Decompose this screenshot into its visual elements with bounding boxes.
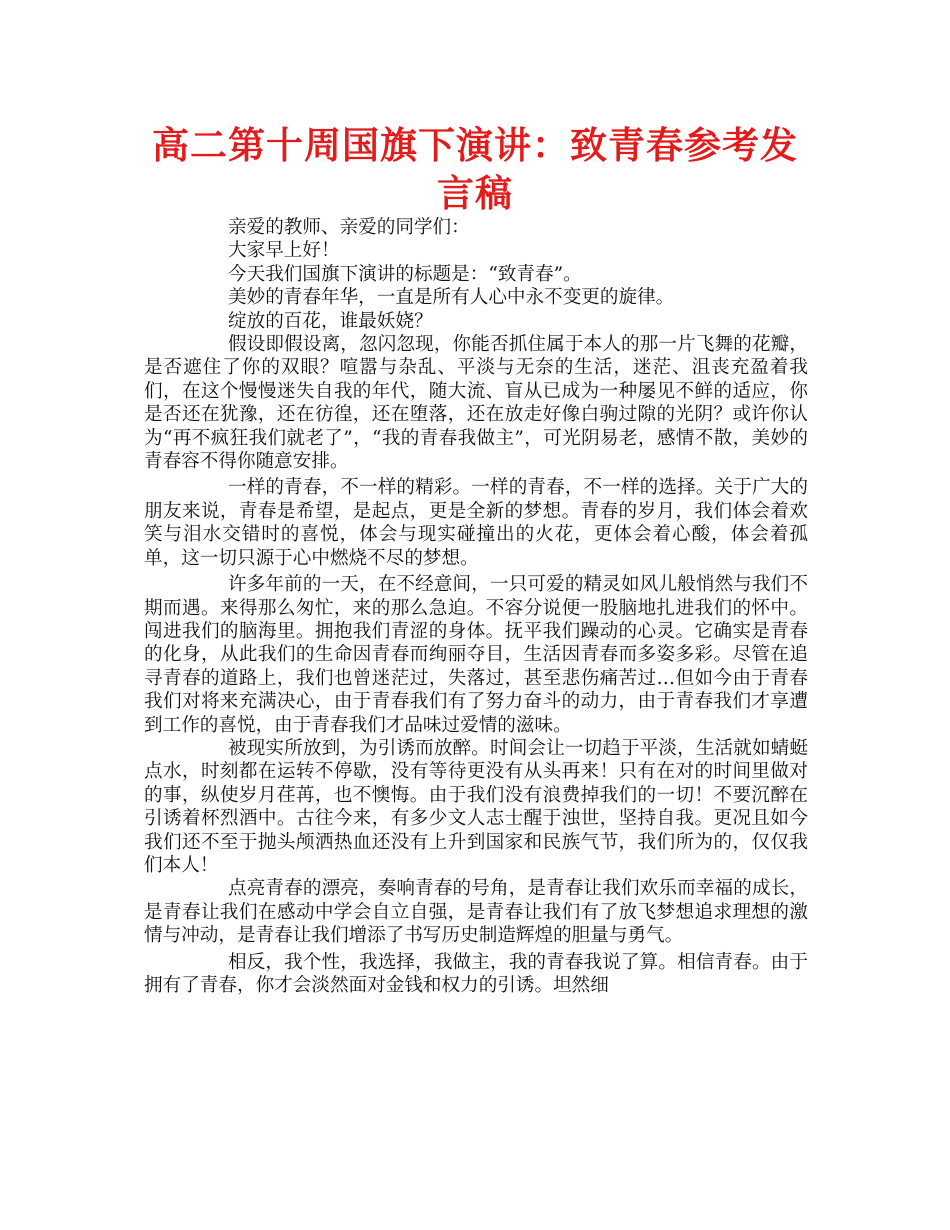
body-paragraph: 相反，我个性，我选择，我做主，我的青春我说了算。相信青春。由于拥有了青春，你才会淡然面对金钱和权力的引诱。坦然细 xyxy=(144,951,808,996)
question-line: 绽放的百花，谁最妖娆？ xyxy=(228,310,433,332)
topic-line: 今天我们国旗下演讲的标题是：“致青春”。 xyxy=(228,263,582,285)
document-title: 高二第十周国旗下演讲：致青春参考发言稿 xyxy=(152,124,798,215)
greeting-line: 亲爱的教师、亲爱的同学们： xyxy=(228,217,470,238)
morning-greeting: 大家早上好！ xyxy=(228,240,340,262)
body-paragraph: 点亮青春的漂亮，奏响青春的号角，是青春让我们欢乐而幸福的成长，是青春让我们在感动中学会自立自强，是青春让我们有了放飞梦想追求理想的激情与冲动，是青春让我们增添了书写历史制造辉煌的胆量与勇气。 xyxy=(144,878,808,947)
body-paragraph: 一样的青春，不一样的精彩。一样的青春，不一样的选择。关于广大的朋友来说，青春是希望，是起点，更是全新的梦想。青春的岁月，我们体会着欢笑与泪水交错时的喜悦，体会与现实碰撞出的火花，更体会着心酸，体会着孤单，这一切只源于心中燃烧不尽的梦想。 xyxy=(144,477,808,569)
body-paragraph: 被现实所放到，为引诱而放醉。时间会让一切趋于平淡，生活就如蜻蜓点水，时刻都在运转不停歇，没有等待更没有从头再来！只有在对的时间里做对的事，纵使岁月荏苒，也不懊悔。由于我们没有浪费掉我们的一切！不要沉醉在引诱着杯烈酒中。古往今来，有多少文人志士醒于浊世，坚持自我。更况且如今我们还不至于抛头颅洒热血还没有上升到国家和民族气节，我们所为的，仅仅我们本人！ xyxy=(144,737,808,876)
body-paragraph: 假设即假设离，忽闪忽现，你能否抓住属于本人的那一片飞舞的花瓣，是否遮住了你的双眼？喧嚣与杂乱、平淡与无奈的生活，迷茫、沮丧充盈着我们，在这个慢慢迷失自我的年代，随大流、盲从已成为一种屡见不鲜的适应，你是否还在犹豫，还在彷徨，还在堕落，还在放走好像白驹过隙的光阴？或许你认为“再不疯狂我们就老了”，“我的青春我做主”，可光阴易老，感情不散，美妙的青春容不得你随意安排。 xyxy=(144,334,808,473)
document-body xyxy=(144,216,808,997)
body-paragraph: 许多年前的一天，在不经意间，一只可爱的精灵如风儿般悄然与我们不期而遇。来得那么匆忙，来的那么急迫。不容分说便一股脑地扎进我们的怀中。闯进我们的脑海里。拥抱我们青涩的身体。抚平我们躁动的心灵。它确实是青春的化身，从此我们的生命因青春而绚丽夺目，生活因青春而多姿多彩。尽管在追寻青春的道路上，我们也曾迷茫过，失落过，甚至悲伤痛苦过…但如今由于青春我们对将来充满决心，由于青春我们有了努力奋斗的动力，由于青春我们才享遭到工作的喜悦，由于青春我们才品味过爱情的滋味。 xyxy=(144,574,808,736)
intro-line: 美妙的青春年华，一直是所有人心中永不变更的旋律。 xyxy=(228,287,675,309)
